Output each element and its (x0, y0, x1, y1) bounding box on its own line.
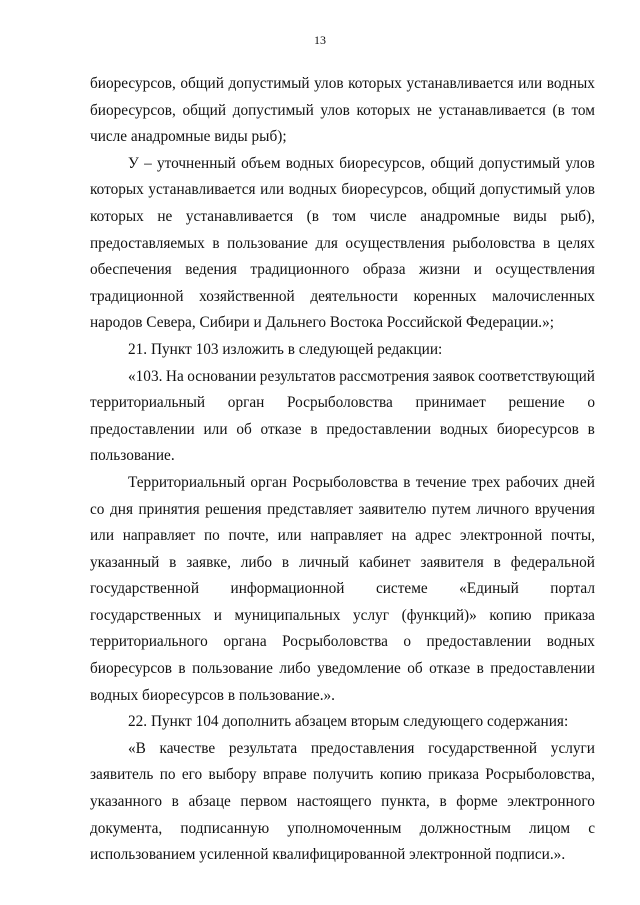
paragraph (90, 151, 595, 337)
text-line: или направляет по почте, или направляет на адрес электронной почты, (90, 527, 595, 545)
text-line: государственной информационной системе «Единый портал (90, 580, 595, 598)
page-number: 13 (314, 33, 326, 47)
text-line: предоставляемых в пользование для осуществления рыболовства в целях (90, 234, 595, 252)
paragraph (90, 71, 595, 151)
text-line: У – уточненный объем водных биоресурсов, общий допустимый улов (128, 154, 595, 172)
paragraph (90, 364, 595, 470)
text-line: территориального органа Росрыболовства о предоставлении водных (90, 633, 595, 651)
text-line: государственных и муниципальных услуг (функций)» копию приказа (90, 606, 595, 624)
paragraph (90, 470, 595, 709)
text-line: предоставлении или об отказе в предоставлении водных биоресурсов в (90, 420, 595, 438)
paragraph (90, 337, 595, 364)
text-line: числе анадромные виды рыб); (90, 128, 287, 146)
text-line: которых не устанавливается (в том числе анадромные виды рыб), (90, 207, 595, 225)
text-line: «103. На основании результатов рассмотрения заявок соответствующий (128, 367, 595, 385)
text-line: документа, подписанную уполномоченным должностным лицом с (90, 819, 595, 837)
text-line: водных биоресурсов в пользование.». (90, 686, 336, 704)
text-line: обеспечения ведения традиционного образа жизни и осуществления (90, 261, 595, 279)
text-line: биоресурсов, общий допустимый улов которых устанавливается или водных (90, 75, 595, 92)
text-line: пользование. (90, 447, 175, 465)
text-line: биоресурсов, общий допустимый улов которых не устанавливается (в том (90, 101, 595, 119)
text-line: указанный в заявке, либо в личный кабинет заявителя в федеральной (90, 553, 595, 571)
text-line: народов Севера, Сибири и Дальнего Востока Российской Федерации.»; (90, 314, 554, 332)
text-line: 22. Пункт 104 дополнить абзацем вторым следующего содержания: (128, 713, 569, 731)
text-line: Территориальный орган Росрыболовства в течение трех рабочих дней (128, 473, 595, 491)
text-line: биоресурсов в пользование либо уведомление об отказе в предоставлении (90, 660, 595, 678)
text-line: использованием усиленной квалифицированной электронной подписи.». (90, 846, 566, 864)
document-body (90, 71, 595, 869)
paragraph (90, 736, 595, 869)
text-line: со дня принятия решения представляет заявителю путем личного вручения (90, 500, 595, 518)
text-line: заявитель по его выбору вправе получить копию приказа Росрыболовства, (90, 766, 595, 784)
text-line: территориальный орган Росрыболовства принимает решение о (90, 394, 595, 412)
paragraph (90, 709, 595, 736)
text-line: 21. Пункт 103 изложить в следующей редакции: (128, 340, 443, 358)
text-line: которых устанавливается или водных биоресурсов, общий допустимый улов (90, 181, 595, 199)
text-line: «В качестве результата предоставления государственной услуги (128, 739, 595, 757)
text-line: указанного в абзаце первом настоящего пункта, в форме электронного (90, 793, 595, 811)
text-line: традиционной хозяйственной деятельности коренных малочисленных (90, 287, 595, 305)
